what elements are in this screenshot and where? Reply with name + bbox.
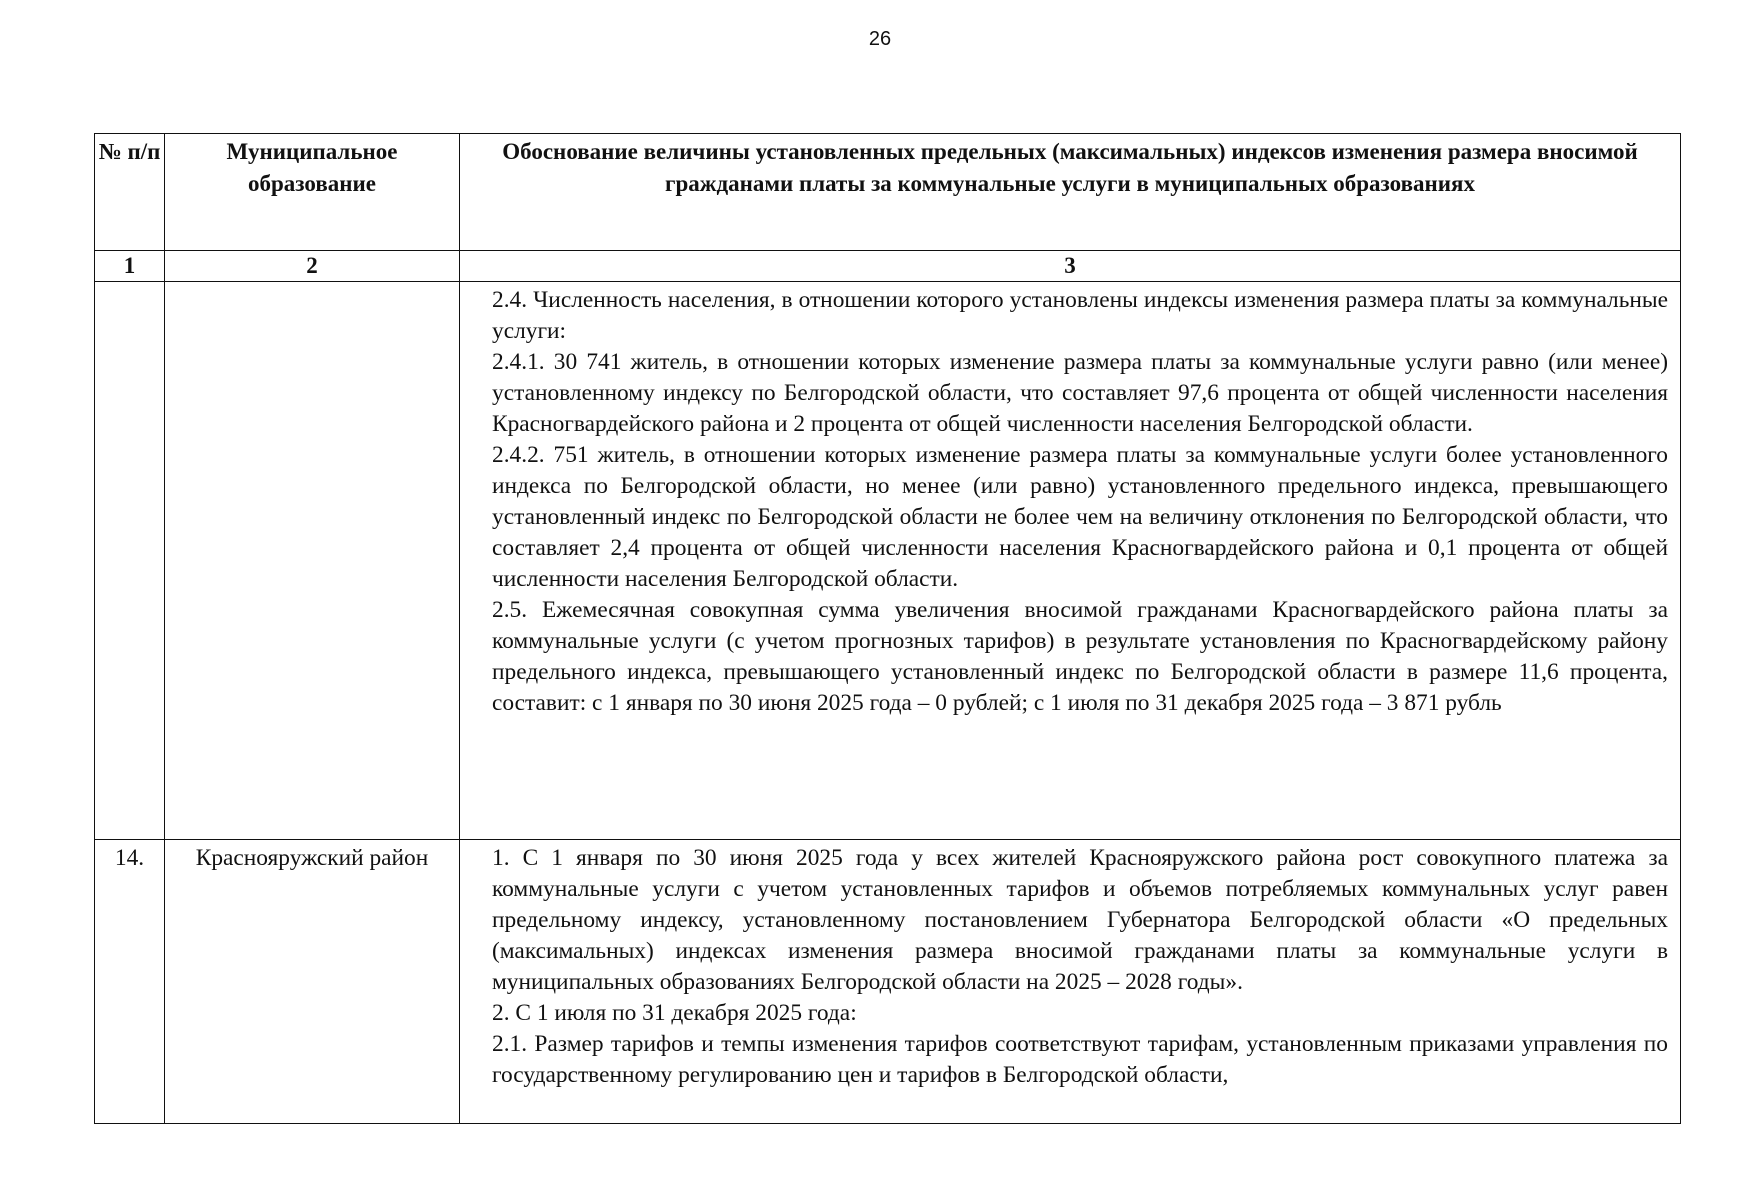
tariff-justification-table [94, 133, 1681, 1124]
row-number: 14. [95, 840, 165, 1124]
paragraph: 2.4.2. 751 житель, в отношении которых изменение размера платы за коммунальные услуги более установленного индекса по Белгородской области, но менее (или равно) установленного предельного индекса, превышающего установленный индекс по Белгородской области не более чем на величину отклонения по Белгородской области, что составляет 2,4 процента от общей численности населения Красногвардейского района и 0,1 процента от общей численности населения Белгородской области. [492, 442, 1668, 592]
column-number-1: 1 [95, 251, 165, 282]
row-number [95, 282, 165, 840]
paragraph: 2.4.1. 30 741 житель, в отношении которых изменение размера платы за коммунальные услуги равно (или менее) установленному индексу по Белгородской области, что составляет 97,6 процента от общей численности населения Красногвардейского района и 2 процента от общей численности населения Белгородской области. [492, 349, 1668, 437]
column-number-2: 2 [165, 251, 460, 282]
paragraph: 2.5. Ежемесячная совокупная сумма увеличения вносимой гражданами Красногвардейского района платы за коммунальные услуги (с учетом прогнозных тарифов) в результате установления по Красногвардейскому району предельного индекса, превышающего установленный индекс по Белгородской области в размере 11,6 процента, составит: с 1 января по 30 июня 2025 года – 0 рублей; с 1 июля по 31 декабря 2025 года – 3 871 рубль [492, 597, 1668, 716]
table-row [95, 840, 1681, 1124]
column-number-row [95, 251, 1681, 282]
header-number: № п/п [95, 134, 165, 251]
paragraph: 2. С 1 июля по 31 декабря 2025 года: [492, 1000, 857, 1026]
page-number: 26 [868, 28, 892, 50]
row-municipality: Краснояружский район [165, 840, 460, 1124]
row-justification [460, 840, 1681, 1124]
table-header-row [95, 134, 1681, 251]
table-row [95, 282, 1681, 840]
header-justification: Обоснование величины установленных предельных (максимальных) индексов изменения размера вносимой гражданами платы за коммунальные услуги в муниципальных образованиях [460, 134, 1681, 251]
paragraph: 1. С 1 января по 30 июня 2025 года у всех жителей Краснояружского района рост совокупного платежа за коммунальные услуги с учетом установленных тарифов и объемов потребляемых коммунальных услуг равен предельному индексу, установленному постановлением Губернатора Белгородской области «О предельных (максимальных) индексах изменения размера вносимой гражданами платы за коммунальные услуги в муниципальных образованиях Белгородской области на 2025 – 2028 годы». [492, 845, 1668, 995]
row-justification [460, 282, 1681, 840]
paragraph: 2.4. Численность населения, в отношении которого установлены индексы изменения размера платы за коммунальные услуги: [492, 287, 1668, 344]
header-municipality: Муниципальное образование [165, 134, 460, 251]
paragraph: 2.1. Размер тарифов и темпы изменения тарифов соответствуют тарифам, установленным приказами управления по государственному регулированию цен и тарифов в Белгородской области, [492, 1031, 1668, 1088]
row-municipality [165, 282, 460, 840]
column-number-3: 3 [460, 251, 1681, 282]
